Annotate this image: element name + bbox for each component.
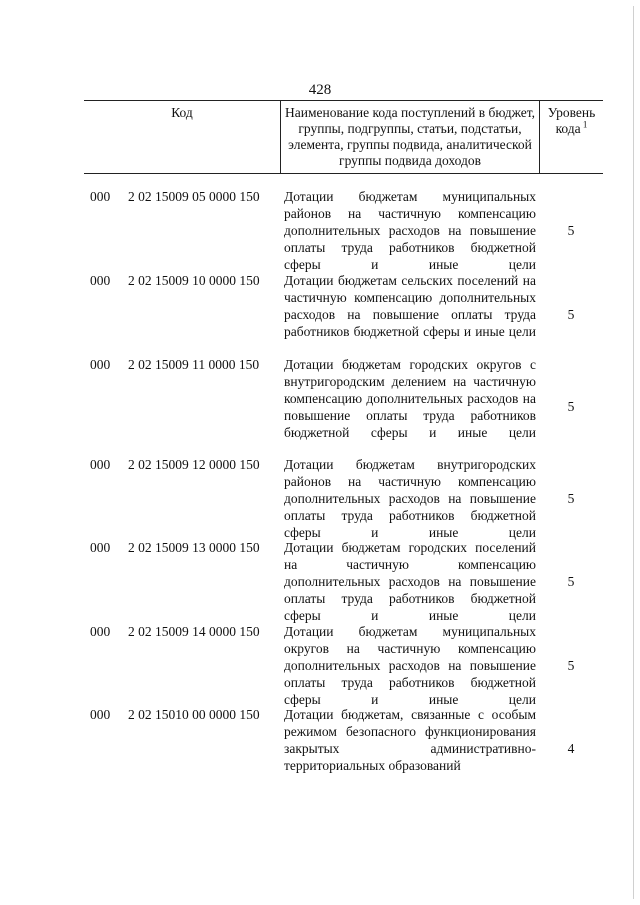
row-level: 5	[567, 658, 575, 673]
table-header	[84, 100, 603, 174]
row-name: Дотации бюджетам муниципальных районов на частичную компенсацию дополнительных расходов на повышение оплаты труда работников бюджетной сферы и иные цели	[284, 189, 536, 272]
page-number: 428	[308, 82, 332, 98]
row-admin-code: 000	[90, 457, 111, 472]
row-budget-code: 2 02 15009 12 0000 150	[128, 457, 260, 472]
header-level-label: Уровень кода $^1$	[547, 105, 596, 136]
row-name: Дотации бюджетам, связанные с особым режимом безопасного функционирования закрытых административно-территориальных образований	[284, 707, 536, 773]
footnote-mark: 1	[580, 119, 588, 130]
header-level	[540, 101, 603, 173]
row-admin-code: 000	[90, 624, 111, 639]
row-admin-code: 000	[90, 707, 111, 722]
row-name: Дотации бюджетам внутригородских районов на частичную компенсацию дополнительных расходов на повышение оплаты труда работников бюджетной сферы и иные цели	[284, 457, 536, 540]
row-admin-code: 000	[90, 273, 111, 288]
row-budget-code: 2 02 15009 14 0000 150	[128, 624, 260, 639]
row-name: Дотации бюджетам сельских поселений на частичную компенсацию дополнительных расходов на повышение оплаты труда работников бюджетной сферы и иные цели	[284, 273, 536, 339]
row-name: Дотации бюджетам муниципальных округов на частичную компенсацию дополнительных расходов на повышение оплаты труда работников бюджетной сферы и иные цели	[284, 624, 536, 707]
row-admin-code: 000	[90, 540, 111, 555]
row-budget-code: 2 02 15009 05 0000 150	[128, 189, 260, 204]
row-admin-code: 000	[90, 189, 111, 204]
header-name: Наименование кода поступлений в бюджет, группы, подгруппы, статьи, подстатьи, элемента, группы подвида, аналитической группы подвида доходов	[281, 101, 540, 173]
row-level: 5	[567, 307, 575, 322]
row-budget-code: 2 02 15009 11 0000 150	[128, 357, 260, 372]
row-budget-code: 2 02 15009 13 0000 150	[128, 540, 260, 555]
row-level: 4	[567, 741, 575, 756]
row-budget-code: 2 02 15009 10 0000 150	[128, 273, 260, 288]
row-admin-code: 000	[90, 357, 111, 372]
row-level: 5	[567, 574, 575, 589]
row-level: 5	[567, 399, 575, 414]
row-name: Дотации бюджетам городских поселений на частичную компенсацию дополнительных расходов на повышение оплаты труда работников бюджетной сферы и иные цели	[284, 540, 536, 623]
row-level: 5	[567, 491, 575, 506]
row-name: Дотации бюджетам городских округов с внутригородским делением на частичную компенсацию дополнительных расходов на повышение оплаты труда работников бюджетной сферы и иные цели	[284, 357, 536, 440]
row-level: 5	[567, 223, 575, 238]
header-code: Код	[84, 101, 281, 173]
row-budget-code: 2 02 15010 00 0000 150	[128, 707, 260, 722]
